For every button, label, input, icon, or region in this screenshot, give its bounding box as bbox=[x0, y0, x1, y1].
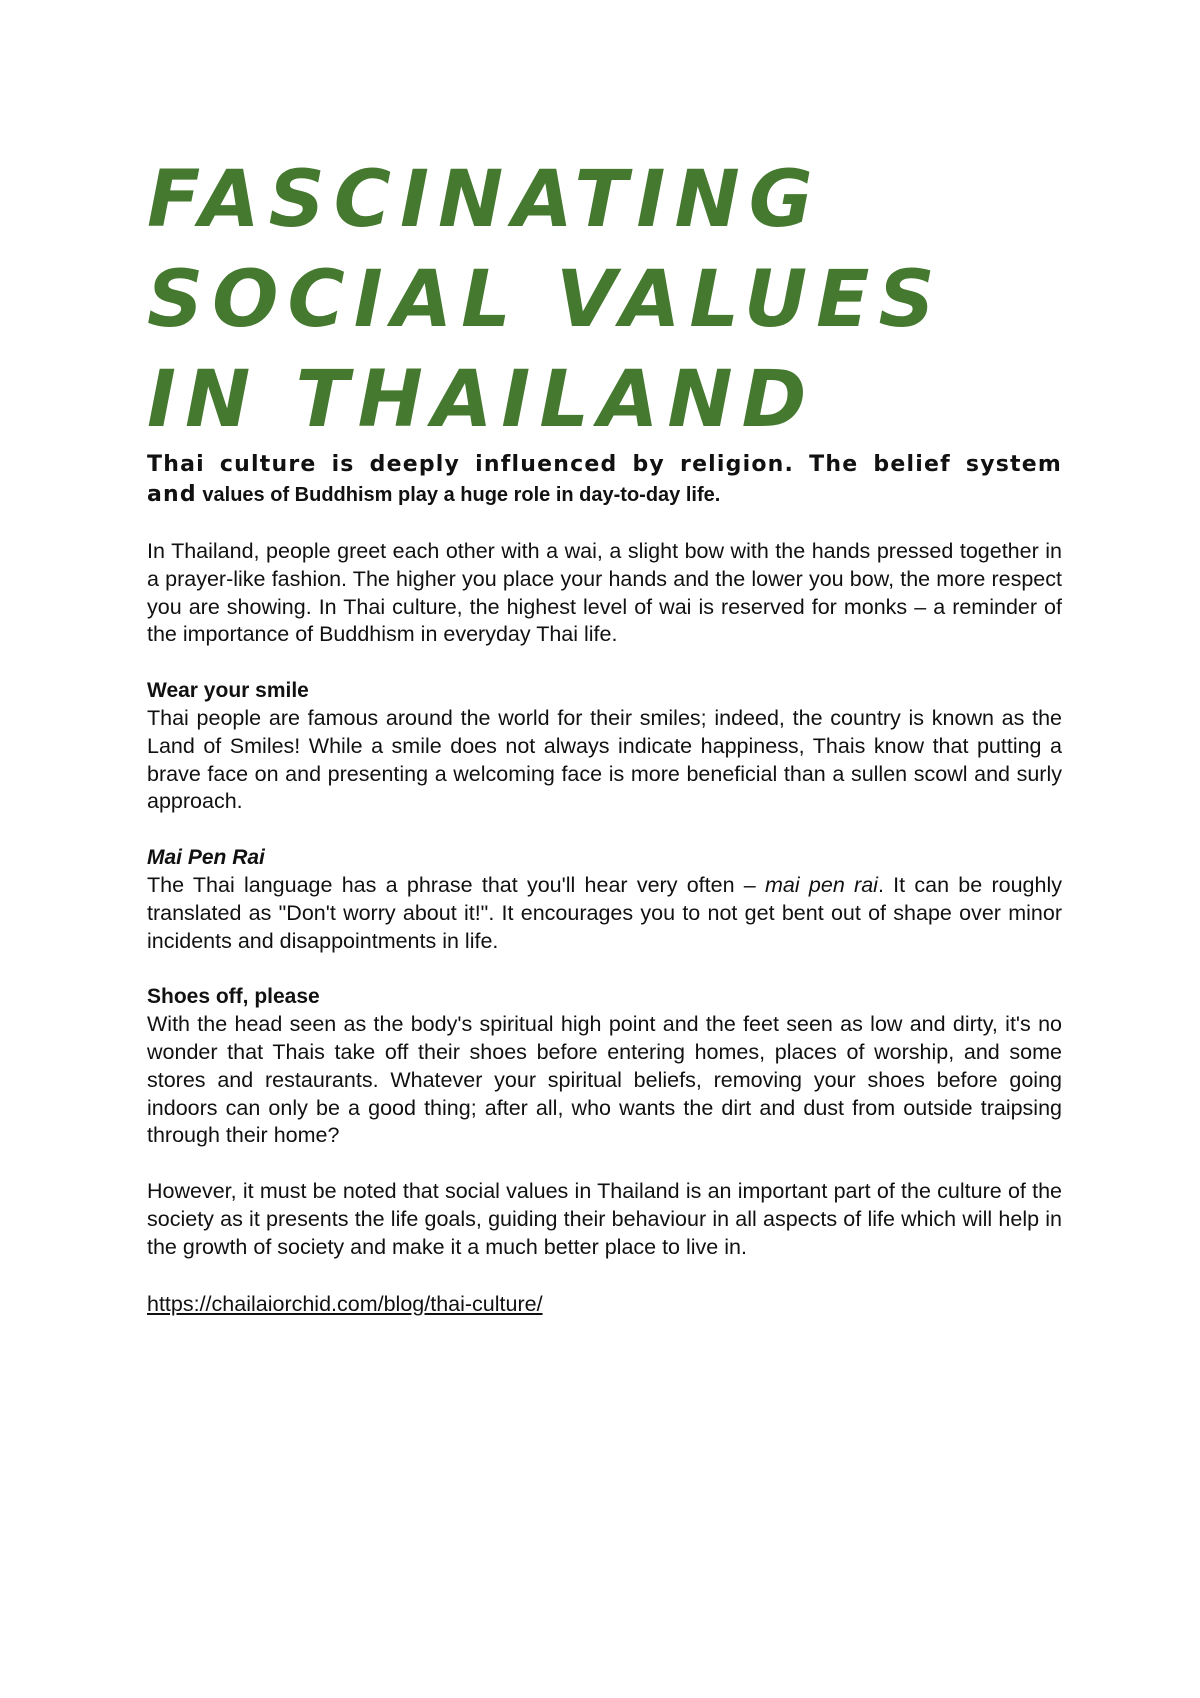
section-text: Thai people are famous around the world for their smiles; indeed, the country is known as the Land of Smiles! While a smile does not always indicate happiness, Thais know that putting a brave face on and presenting a welcoming face is more beneficial than a sullen scowl and surly approach. bbox=[147, 705, 1062, 814]
section-shoes-off bbox=[147, 983, 1062, 1150]
lead-text-part-2: values of Buddhism play a huge role in day-to-day life. bbox=[196, 484, 721, 506]
title-line-2: SOCIAL VALUES bbox=[147, 255, 944, 345]
source-link[interactable]: https://chailaiorchid.com/blog/thai-culture/ bbox=[147, 1291, 543, 1316]
section-heading: Mai Pen Rai bbox=[147, 846, 265, 870]
section-heading: Wear your smile bbox=[147, 679, 309, 703]
section-heading: Shoes off, please bbox=[147, 985, 320, 1009]
section-text: With the head seen as the body's spiritual high point and the feet seen as low and dirty, it's no wonder that Thais take off their shoes before entering homes, places of worship, and some stores and restaurants. Whatever your spiritual beliefs, removing your shoes before going indoors can only be a good thing; after all, who wants the dirt and dust from outside traipsing through their home? bbox=[147, 1012, 1062, 1148]
conclusion-paragraph: However, it must be noted that social values in Thailand is an important part of the culture of the society as it presents the life goals, guiding their behaviour in all aspects of life which will help in the growth of society and make it a much better place to live in. bbox=[147, 1179, 1062, 1259]
section-wear-your-smile bbox=[147, 677, 1062, 816]
intro-paragraph: In Thailand, people greet each other with a wai, a slight bow with the hands pressed together in a prayer-like fashion. The higher you place your hands and the lower you bow, the more respect you are showing. In Thai culture, the highest level of wai is reserved for monks – a reminder of the importance of Buddhism in everyday Thai life. bbox=[147, 539, 1062, 647]
thai-phrase: mai pen rai bbox=[765, 872, 878, 897]
document-page bbox=[147, 150, 1062, 1318]
lead-paragraph bbox=[147, 450, 1062, 510]
title-line-1: FASCINATING bbox=[147, 155, 822, 245]
page-title bbox=[147, 150, 1062, 450]
lead-text-part-1: Thai culture is deeply influenced by religion. The belief system and bbox=[147, 452, 1062, 507]
section-text-after: . It can be roughly translated as "Don't worry about it!". It encourages you to not get bent out of shape over minor incidents and disappointments in life. bbox=[147, 872, 1062, 953]
section-mai-pen-rai bbox=[147, 844, 1062, 955]
title-line-3: IN THAILAND bbox=[147, 355, 816, 445]
section-text-before: The Thai language has a phrase that you'll hear very often – bbox=[147, 872, 766, 897]
